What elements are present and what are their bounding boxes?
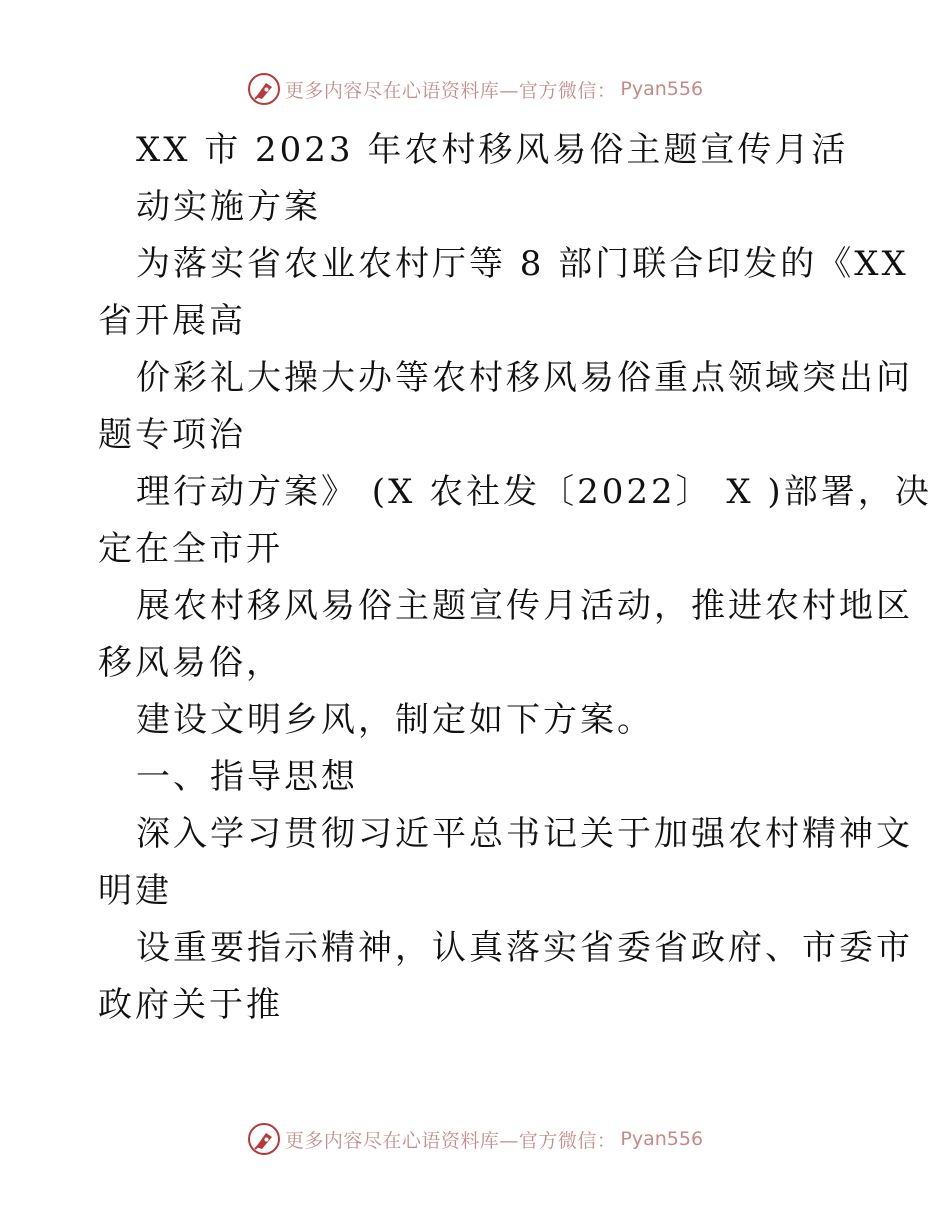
doc-line: XX 市 2023 年农村移风易俗主题宣传月活 [136, 130, 849, 170]
doc-line: 移风易俗， [98, 643, 283, 683]
watermark-text: 更多内容尽在心语资料库—官方微信： [284, 79, 617, 102]
watermark-wechat-id: Pyan556 [620, 1128, 704, 1150]
header-watermark [0, 72, 950, 106]
doc-line: 题专项治 [98, 415, 246, 455]
doc-line: 建设文明乡风，制定如下方案。 [136, 700, 654, 740]
footer-watermark [0, 1122, 950, 1156]
doc-line: 深入学习贯彻习近平总书记关于加强农村精神文 [136, 814, 913, 854]
doc-line: 为落实省农业农村厅等 8 部门联合印发的《XX [136, 244, 909, 284]
doc-line: 定在全市开 [98, 529, 283, 569]
pen-nib-logo-icon [247, 72, 281, 106]
document-body [98, 122, 932, 1034]
doc-line: 省开展高 [98, 301, 246, 341]
doc-line: 明建 [98, 871, 172, 911]
doc-line: 价彩礼大操大办等农村移风易俗重点领域突出问 [136, 358, 913, 398]
doc-line: 动实施方案 [136, 187, 321, 227]
doc-line: 设重要指示精神，认真落实省委省政府、市委市 [136, 928, 913, 968]
section-heading: 一、指导思想 [136, 757, 358, 797]
doc-line: 展农村移风易俗主题宣传月活动，推进农村地区 [136, 586, 913, 626]
watermark-text: 更多内容尽在心语资料库—官方微信： [284, 1129, 617, 1152]
doc-line: 理行动方案》 (X 农社发〔2022〕 X )部署，决 [136, 472, 932, 512]
doc-line: 政府关于推 [98, 985, 283, 1025]
watermark-wechat-id: Pyan556 [620, 78, 704, 100]
pen-nib-logo-icon [247, 1122, 281, 1156]
